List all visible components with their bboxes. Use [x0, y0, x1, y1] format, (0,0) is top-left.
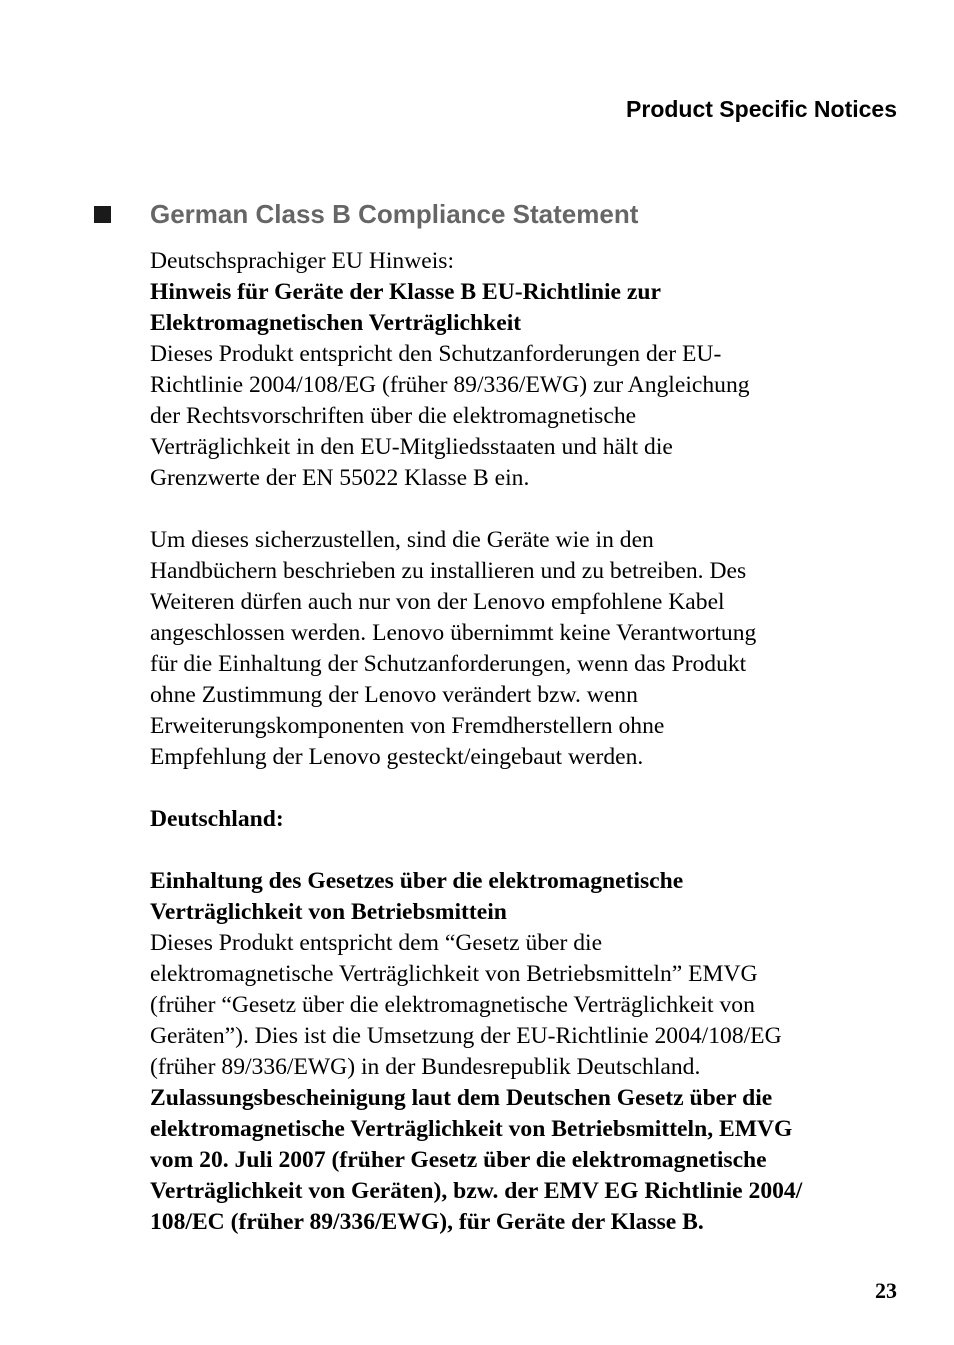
paragraph-line: der Rechtsvorschriften über die elektromagnetische — [150, 403, 637, 429]
paragraph-line: Richtlinie 2004/108/EG (früher 89/336/EWG) zur Angleichung — [150, 372, 750, 398]
heading-line: Elektromagnetischen Verträglichkeit — [150, 310, 522, 336]
bold-paragraph-line: Zulassungsbescheinigung laut dem Deutschen Gesetz über die — [150, 1085, 773, 1111]
paragraph-line: Grenzwerte der EN 55022 Klasse B ein. — [150, 465, 530, 491]
running-header: Product Specific Notices — [626, 96, 897, 122]
bold-paragraph-line: 108/EC (früher 89/336/EWG), für Geräte der Klasse B. — [150, 1209, 704, 1235]
paragraph-line: Erweiterungskomponenten von Fremdherstellern ohne — [150, 713, 665, 739]
paragraph-line: Um dieses sicherzustellen, sind die Geräte wie in den — [150, 527, 654, 553]
paragraph-line: (früher 89/336/EWG) in der Bundesrepublik Deutschland. — [150, 1054, 701, 1080]
paragraph-line: Geräten”). Dies ist die Umsetzung der EU-Richtlinie 2004/108/EG — [150, 1023, 782, 1049]
bold-paragraph-line: elektromagnetische Verträglichkeit von Betriebsmitteln, EMVG — [150, 1116, 793, 1142]
section-title: German Class B Compliance Statement — [150, 199, 639, 229]
paragraph-line: Dieses Produkt entspricht den Schutzanforderungen der EU- — [150, 341, 722, 367]
paragraph-spacer — [150, 773, 910, 804]
paragraph-spacer — [150, 835, 910, 866]
paragraph-line: Weiteren dürfen auch nur von der Lenovo empfohlene Kabel — [150, 589, 725, 615]
paragraph-line: Empfehlung der Lenovo gesteckt/eingebaut werden. — [150, 744, 644, 770]
heading-line: Hinweis für Geräte der Klasse B EU-Richtlinie zur — [150, 279, 661, 305]
paragraph-line: (früher “Gesetz über die elektromagnetische Verträglichkeit von — [150, 992, 755, 1018]
page-number: 23 — [875, 1278, 897, 1303]
square-bullet-icon — [94, 206, 111, 223]
paragraph-line: elektromagnetische Verträglichkeit von Betriebsmitteln” EMVG — [150, 961, 758, 987]
paragraph-line: Handbüchern beschrieben zu installieren und zu betreiben. Des — [150, 558, 747, 584]
paragraph-line: angeschlossen werden. Lenovo übernimmt keine Verantwortung — [150, 620, 757, 646]
section-body — [150, 246, 910, 1238]
paragraph-line: Dieses Produkt entspricht dem “Gesetz über die — [150, 930, 603, 956]
paragraph-spacer — [150, 494, 910, 525]
paragraph-line: ohne Zustimmung der Lenovo verändert bzw. wenn — [150, 682, 638, 708]
paragraph-line: für die Einhaltung der Schutzanforderungen, wenn das Produkt — [150, 651, 747, 677]
bold-paragraph-line: Verträglichkeit von Geräten), bzw. der EMV EG Richtlinie 2004/ — [150, 1178, 803, 1204]
heading-line: Verträglichkeit von Betriebsmittein — [150, 899, 507, 925]
heading-line: Einhaltung des Gesetzes über die elektromagnetische — [150, 868, 684, 894]
paragraph-line: Verträglichkeit in den EU-Mitgliedsstaaten und hält die — [150, 434, 673, 460]
intro-line: Deutschsprachiger EU Hinweis: — [150, 248, 455, 274]
bold-paragraph-line: vom 20. Juli 2007 (früher Gesetz über die elektromagnetische — [150, 1147, 767, 1173]
country-heading: Deutschland: — [150, 806, 284, 832]
